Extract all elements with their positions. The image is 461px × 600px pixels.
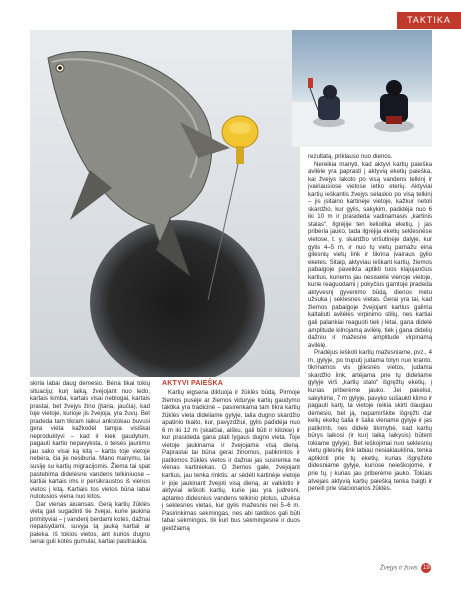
- magazine-name: Žvejys ir žuvis: [380, 565, 418, 572]
- fisherman-right: [374, 80, 414, 132]
- fish-body: [48, 51, 212, 266]
- fish-pupil: [58, 66, 62, 70]
- column-1-paragraph-1: skirla labai daug dėmesio. Bėna tikai tokių situacijų: kurį laiką, žvejojant nuo ledo, kartais kimba, kartais visai neblogai, kartais prastai, bet žvejys žino (įtaria, jaučia), kad toje vietoje, kurioje jis žvejoja, yra žuvų. Bet pradeda tam tikram laikui ankstokau buvusi gera vieta kažkodėl tampa visiškai neproduktyvi – kad ir kiek gaudytum, pagauti kartio nepavyksta, o teisės jaunimo jau sako visai ką kitą – kartis toje vietoje nebėra, čia jie nesiburia. Mano manymu, tai susiję su kartių migracijomis. Žiema tai spat pastebima didelėsne vandens telkiniuose – kartiai kartais ims ir persikraustos iš vienos vietos į kitą. Kartiais tos vietos būna labai nutolusios viena nuo kitos.: [30, 380, 150, 501]
- column-3-paragraph-3: Pradėjus ieškoti kartių mažesniame, pvz., 4 m, gylyje, po truputį judama tolyn nuo kranto, tikrinamos vis gilesnės vietos, judama skardžio link, artėjama prie tų dideliame gylyje virš „kartių stalo“ išgręžtų eketių, į kurias priberėme jauko. Jei pakeliui, sakykime, 7 m gylyje, pavyko sušaukti klimo ir pagauti kartį, ta vietoje reikia skirti daugiau dėmesio, bet ją, nepamirškite išgręžti dar kelių eketių šalia ir šalia viename gylyje ir jas patikrinti, nes didelė tikimybė, kad kartių būrys laikosi (ir kurį laiką laikysis) būtent tokiame gylyje). Bet ieškojimai nuo seklesnių vietų gilesnių link labiau nesiakiauklina, tenka aptikinti prie tų eketių, kurias išgręžėte didesniame gylyje, kuriose neieškojome, ir prie tų, į kurias jau priberėme jauko. Tokiais atvejais aktyvią kartių paiešką tenka baigti ir pereiti prie stacionarios žūklės.: [308, 349, 432, 493]
- fishing-line: [208, 155, 240, 300]
- column-3-paragraph-1: rezultatą, priklauso nuo dienos.: [308, 153, 393, 160]
- column-3-paragraph-2: Nereikia manyti, kad aktyvi kartių paieška avilėle yra paprasti į aktyvią eketių paieška, kai žvejys lakoto po visą vandens telkinį ir įvairiausiose vietose ietko eterių. Aktyviai kartių ieškantis žvejys sėlaskio po visą telkinį – jis įsitaino kartinėje vietoje, kažkur netoli skardžio, kur gylis, sakykim, padidėja nuo 6 iki 10 m ir prasideda vadinamasis „kartinis stalas“. Ilgrėjije ten kelioilka eketių, į jas pribėria jauko, tada ilgrėjija eketių seklesnėse vietose, t. y. skardžio viršutinėje dalyje, kur gylis 4–5 m, ir nuo tų vietų pamažu eina gilesnių vietų link ir tikrina įvairaus gylio eketes. Sitaip, aktyviau ieškant kartių, žiemos pabaigoje paveikta aptikti tuos klajojančius kartius, kuriems jau nesiseklė vienoje vietoje, kurie reaguodami į pokyčius gamtoje pradeda aktyvesnį gyvenimo būdą, dienos metu užsuka į seklesnes vietas. Gerai yra tai, kad žiemos pabaigoje žvejojant kartius galima kaltaliuti avilėlės virpinimo stilių, nes kartiai gali palankiai reaguoti tiek į lėtai, gana didelė amplitude kilnojamą avilėlę, tiek į gana didelių dažniu ir mažesne amplitude virpinamą avilėlę.: [308, 160, 432, 349]
- section-tab: TAKTIKA: [397, 12, 461, 29]
- page-footer: [380, 563, 431, 573]
- fish-illustration: [30, 30, 300, 377]
- section-heading: AKTYVI PAIEŠKA: [162, 380, 224, 387]
- ice-fishermen-illustration: [292, 30, 432, 147]
- page-number: 19: [423, 565, 430, 571]
- main-photo: [30, 30, 300, 377]
- ice-fishermen-photo: [292, 30, 432, 147]
- text-column-1: [30, 380, 150, 546]
- text-column-3: [308, 153, 432, 493]
- column-1-paragraph-2: Dar vienas aiuansas. Gerą kartių žūklės vietą gali sugadinti tie žvejai, kurie jaukina primityviai – į vandenį berdami kotes, dažnai nepaisydami, suvyja tą jauką kartiai ar paleka. Iš tokios vietos, ant kurios dugno senai guli kotės gumulai, kartiai pasitraukia.: [30, 500, 150, 546]
- ice-fishing-float-icon: [222, 116, 258, 164]
- column-2-paragraph-1: Kartių eigsena diktuoja ir žūklės būdą. Pirmoje žiemos pusėje ar žiemos viduryje kartių gaudymo taktika yra tradicinė – pasirenkama tam tikra kartių žūklės vieta dideliame gylyje, talia dugno skardžio apatinio tkaito, kur, pavyzdžiui, gylis padidėja nuo 6 m iki 12 m (skaičiai, aišku, gali būti ir kitokie) ir kur prasideda gana plati lygaus dugno vieta. Toje vietoje jaukinama ir žvejojama visą dieną. Paprastai tai būna gerai žinomos, patikrintos ir patikimos žūklės vietos ir dažnai jas susirenka ne vienas kartiniekas. O žiemos gale, žvejojant kartius, jau tenka rinktis: ar sėdėti kartinėje vietoje ir joje jaukinant žvejoti visą dieną, ar valkiotis ir aktyviai ieškoti kartių, kurie jau yra judresni, aptanko didesnius vandens telkinio plotus, užuksa į seklesnes vietas, kur gylis mažesnis nei 5–6 m. Pasirinkimas sekmingas, nes abi taktikos gali būti labai sėkmingos, tik kuri bus sėkmingesnė ir duos geidžiamą: [162, 389, 300, 532]
- text-column-2: [162, 380, 300, 532]
